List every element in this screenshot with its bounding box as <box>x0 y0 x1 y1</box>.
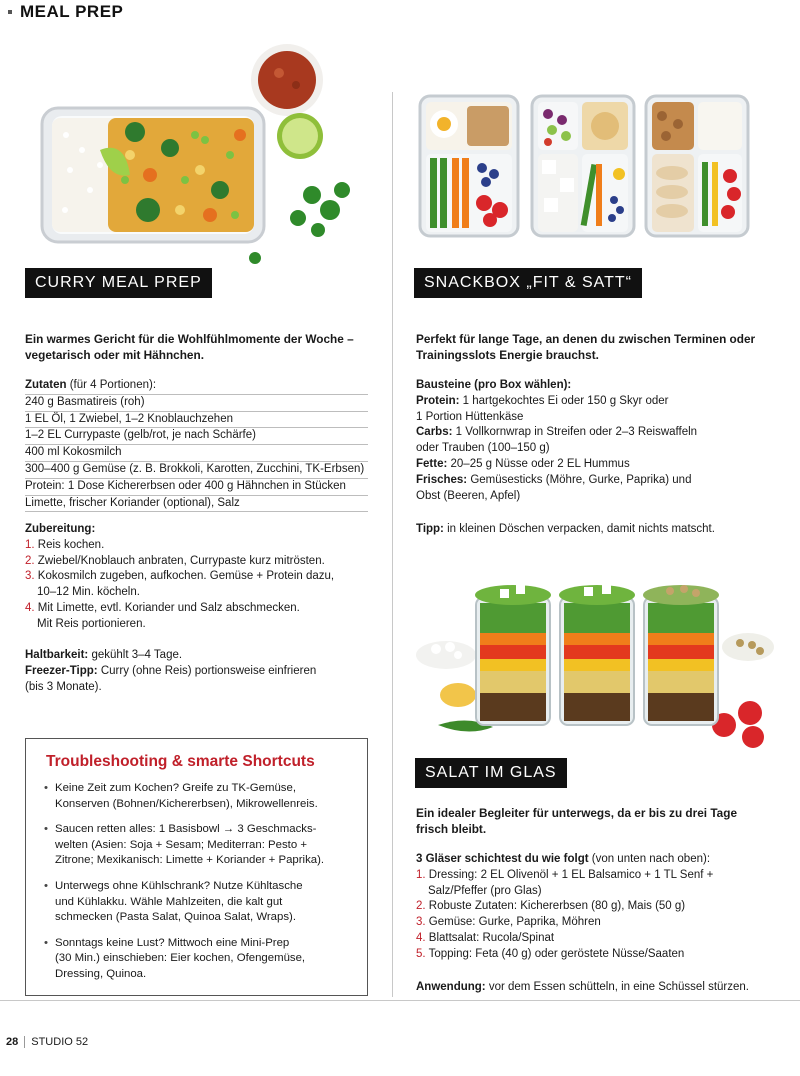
salad-usage: Anwendung: vor dem Essen schütteln, in eine Schüssel stürzen. <box>416 981 749 993</box>
salad-jar-label: SALAT IM GLAS <box>415 758 567 788</box>
step-item: 1. Reis kochen. <box>25 538 105 551</box>
page-footer <box>6 1036 88 1048</box>
block-row: Frisches: Gemüsesticks (Möhre, Gurke, Paprika) und <box>416 473 692 486</box>
salad-jar-photo <box>408 575 776 750</box>
ingredient-line: Protein: 1 Dose Kichererbsen oder 400 g Hähnchen in Stücken <box>25 479 368 496</box>
zubereitung-heading: Zubereitung: <box>25 523 96 535</box>
step-item: 3. Kokosmilch zugeben, aufkochen. Gemüse + Protein dazu, <box>25 570 335 583</box>
tip-item: • Keine Zeit zum Kochen? Greife zu TK-Gemüse, Konserven (Bohnen/Kichererbsen), Mikrowellenreis. <box>44 781 349 812</box>
zutaten-heading: Zutaten <box>25 379 67 391</box>
footer-rule <box>0 1000 800 1001</box>
snack-building-blocks: Bausteine (pro Box wählen): Protein: 1 hartgekochtes Ei oder 150 g Skyr oder 1 Portion Hüttenkäse Carbs: 1 Vollkornwrap in Streifen oder 2–3 Reiswaffeln oder Trauben (100–150 g) Fette: 20–25 g Nüsse oder 2 EL Hummus Frisches: Gemüsesticks (Möhre, Gurke, Paprika) und Obst (Beeren, Apfel) <box>416 378 756 504</box>
tip-item: • Saucen retten alles: 1 Basisbowl → 3 Geschmacks- welten (Asien: Soja + Sesam; Mediterran: Pesto + Zitrone; Mexikanisch: Limette + Koriander + Paprika). <box>44 822 349 869</box>
block-row: Protein: 1 hartgekochtes Ei oder 150 g Skyr oder <box>416 394 669 407</box>
salad-intro: Ein idealer Begleiter für unterwegs, da er bis zu drei Tage frisch bleibt. <box>416 806 738 836</box>
layer-item: 4. Blattsalat: Rucola/Spinat <box>416 931 555 944</box>
troubleshooting-box <box>25 738 368 996</box>
ingredient-line: 1 EL Öl, 1 Zwiebel, 1–2 Knoblauchzehen <box>25 412 368 429</box>
page-section-title: MEAL PREP <box>20 2 124 21</box>
page-header <box>8 2 123 22</box>
block-row: Fette: 20–25 g Nüsse oder 2 EL Hummus <box>416 457 630 470</box>
haltbarkeit-heading: Haltbarkeit: <box>25 649 89 661</box>
curry-storage: Haltbarkeit: gekühlt 3–4 Tage. Freezer-Tipp: Curry (ohne Reis) portionsweise einfrieren (bis 3 Monate). <box>25 649 317 693</box>
ingredient-line: Limette, frischer Koriander (optional), Salz <box>25 496 368 513</box>
curry-steps <box>25 522 368 633</box>
step-item: 4. Mit Limette, evtl. Koriander und Salz abschmecken. <box>25 601 300 614</box>
salad-layers: 3 Gläser schichtest du wie folgt (von unten nach oben): 1. Dressing: 2 EL Olivenöl + 1 EL Balsamico + 1 TL Senf + Salz/Pfeffer (pro Glas) 2. Robuste Zutaten: Kichererbsen (80 g), Mais (50 g) 3. Gemüse: Gurke, Paprika, Möhren 4. Blattsalat: Rucola/Spinat 5. Topping: Feta (40 g) oder geröstete Nüsse/Saaten <box>416 852 761 963</box>
tipp-heading: Tipp: <box>416 523 444 535</box>
curry-photo <box>30 40 370 275</box>
layer-item: 5. Topping: Feta (40 g) oder geröstete Nüsse/Saaten <box>416 947 685 960</box>
snack-intro: Perfekt für lange Tage, an denen du zwischen Terminen oder Trainingsslots Energie brauchst. <box>416 332 756 362</box>
snackbox-label: SNACKBOX „FIT & SATT“ <box>414 268 642 298</box>
ingredient-line: 300–400 g Gemüse (z. B. Brokkoli, Karotten, Zucchini, TK-Erbsen) <box>25 462 368 479</box>
page-number: 28 <box>6 1036 19 1048</box>
ingredient-line: 1–2 EL Currypaste (gelb/rot, je nach Schärfe) <box>25 428 368 445</box>
layer-item: 2. Robuste Zutaten: Kichererbsen (80 g), Mais (50 g) <box>416 900 686 913</box>
layer-item: 3. Gemüse: Gurke, Paprika, Möhren <box>416 916 601 929</box>
troubleshooting-title: Troubleshooting & smarte Shortcuts <box>46 753 315 770</box>
block-row: Carbs: 1 Vollkornwrap in Streifen oder 2–3 Reiswaffeln <box>416 426 698 439</box>
curry-ingredients <box>25 378 368 512</box>
layer-continuation: Salz/Pfeffer (pro Glas) <box>428 884 542 897</box>
step-continuation: Mit Reis portionieren. <box>37 617 146 630</box>
magazine-name: STUDIO 52 <box>31 1036 89 1048</box>
step-item: 2. Zwiebel/Knoblauch anbraten, Currypaste kurz mitrösten. <box>25 554 325 567</box>
header-bullet <box>8 10 12 14</box>
freezer-heading: Freezer-Tipp: <box>25 664 98 677</box>
footer-separator <box>24 1036 25 1048</box>
step-continuation: 10–12 Min. köcheln. <box>37 586 140 599</box>
tip-item: • Sonntags keine Lust? Mittwoch eine Mini-Prep (30 Min.) einschieben: Eier kochen, Ofengemüse, Dressing, Quinoa. <box>44 936 349 983</box>
zutaten-note: (für 4 Portionen): <box>66 379 157 391</box>
column-divider <box>392 92 393 997</box>
tip-item: • Unterwegs ohne Kühlschrank? Nutze Kühltasche und Kühlakku. Wähle Mahlzeiten, die kalt gut schmecken (Pasta Salat, Quinoa Salat, Wraps). <box>44 879 349 926</box>
bausteine-heading: Bausteine (pro Box wählen): <box>416 379 572 391</box>
anwendung-heading: Anwendung: <box>416 981 486 993</box>
curry-intro: Ein warmes Gericht für die Wohlfühlmomente der Woche – vegetarisch oder mit Hähnchen. <box>25 332 354 362</box>
ingredient-line: 240 g Basmatireis (roh) <box>25 395 368 412</box>
layers-heading: 3 Gläser schichtest du wie folgt <box>416 853 589 865</box>
curry-label: CURRY MEAL PREP <box>25 268 212 298</box>
snack-tip: Tipp: in kleinen Döschen verpacken, damit nichts matscht. <box>416 523 715 535</box>
snackbox-photo <box>412 88 757 243</box>
ingredient-line: 400 ml Kokosmilch <box>25 445 368 462</box>
layer-item: 1. Dressing: 2 EL Olivenöl + 1 EL Balsamico + 1 TL Senf + <box>416 868 714 881</box>
